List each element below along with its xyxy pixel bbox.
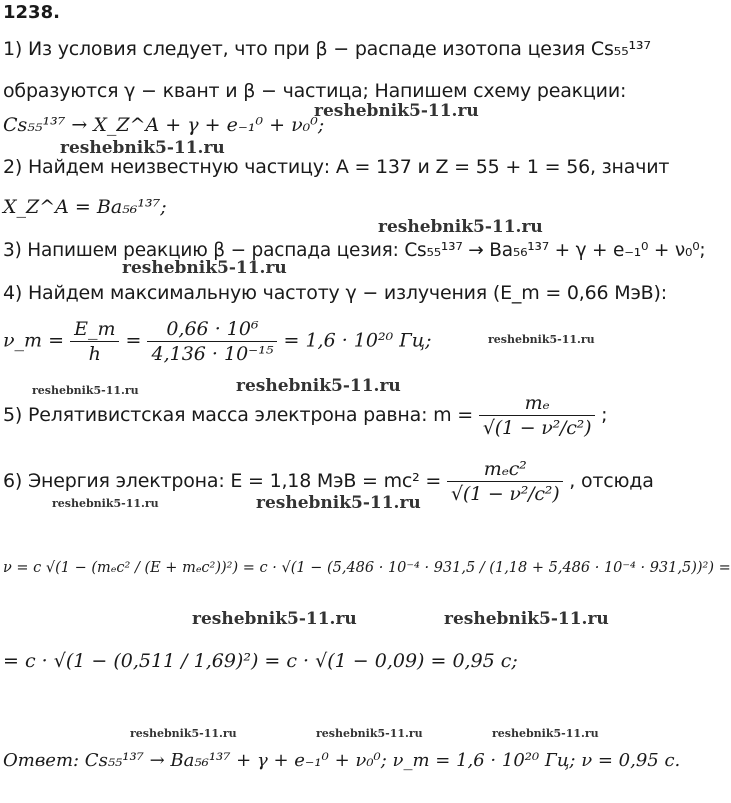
answer-line: Ответ: Cs₅₅¹³⁷ → Ba₅₆¹³⁷ + γ + e₋₁⁰ + ν₀⁰; ν_m = 1,6 · 10²⁰ Гц; ν = 0,95 c.	[3, 750, 681, 771]
watermark: reshebnik5-11.ru	[444, 609, 609, 629]
step-4-text: 4) Найдем максимальную частоту γ − излучения (E_m = 0,66 МэВ):	[3, 282, 667, 304]
relativistic-mass-fraction	[479, 392, 595, 439]
step-1-continuation: образуются γ − квант и β − частица; Напишем схему реакции:	[3, 80, 627, 102]
frequency-lhs: ν_m =	[3, 329, 65, 352]
fraction-denominator: 4,136 · 10⁻¹⁵	[151, 343, 274, 365]
fraction-em-over-h	[70, 318, 119, 365]
watermark: reshebnik5-11.ru	[488, 333, 595, 346]
fraction-numerator: E_m	[70, 318, 119, 342]
watermark: reshebnik5-11.ru	[192, 609, 357, 629]
step-5-end: ;	[601, 404, 608, 426]
watermark: reshebnik5-11.ru	[52, 497, 159, 510]
step-2-text: 2) Найдем неизвестную частицу: A = 137 и Z = 55 + 1 = 56, значит	[3, 156, 670, 178]
energy-fraction	[447, 458, 563, 505]
problem-number: 1238.	[3, 2, 60, 23]
watermark: reshebnik5-11.ru	[32, 384, 139, 397]
fraction-energy-over-planck	[147, 318, 277, 365]
fraction-numerator: mₑ	[479, 392, 595, 416]
fraction-numerator: 0,66 · 10⁶	[147, 318, 277, 342]
watermark: reshebnik5-11.ru	[316, 727, 423, 740]
velocity-formula: ν = c √(1 − (mₑc² / (E + mₑc²))²) = c · √(1 − (5,486 · 10⁻⁴ · 931,5 / (1,18 + 5,486 · 10⁻⁴ · 931,5))²) =	[3, 560, 731, 576]
frequency-result: = 1,6 · 10²⁰ Гц;	[283, 329, 432, 352]
step-6-end: , отсюда	[569, 470, 654, 492]
step-5-text: 5) Релятивистская масса электрона равна: m =	[3, 404, 473, 426]
watermark: reshebnik5-11.ru	[378, 217, 543, 237]
fraction-denominator: √(1 − ν²/c²)	[450, 483, 560, 505]
step-5-formula	[3, 392, 607, 439]
watermark: reshebnik5-11.ru	[130, 727, 237, 740]
reaction-scheme: Cs₅₅¹³⁷ → X_Z^A + γ + e₋₁⁰ + ν₀⁰;	[3, 114, 325, 136]
velocity-result: = c · √(1 − (0,511 / 1,69)²) = c · √(1 − 0,09) = 0,95 c;	[3, 650, 518, 672]
step-3-reaction: 3) Напишем реакцию β − распада цезия: Cs₅₅¹³⁷ → Ba₅₆¹³⁷ + γ + e₋₁⁰ + ν₀⁰;	[3, 240, 706, 261]
watermark: reshebnik5-11.ru	[60, 138, 225, 158]
fraction-denominator: √(1 − ν²/c²)	[482, 417, 592, 439]
watermark: reshebnik5-11.ru	[122, 258, 287, 278]
fraction-denominator: h	[88, 343, 101, 365]
unknown-particle: X_Z^A = Ba₅₆¹³⁷;	[3, 196, 167, 218]
fraction-numerator: mₑc²	[447, 458, 563, 482]
watermark: reshebnik5-11.ru	[314, 101, 479, 121]
watermark: reshebnik5-11.ru	[492, 727, 599, 740]
step-6-text: 6) Энергия электрона: E = 1,18 МэВ = mc² =	[3, 470, 442, 492]
equals-sign: =	[125, 329, 142, 352]
frequency-formula	[3, 318, 431, 365]
step-1-text: 1) Из условия следует, что при β − распаде изотопа цезия Cs₅₅¹³⁷	[3, 38, 651, 60]
watermark: reshebnik5-11.ru	[256, 493, 421, 513]
watermark: reshebnik5-11.ru	[236, 376, 401, 396]
